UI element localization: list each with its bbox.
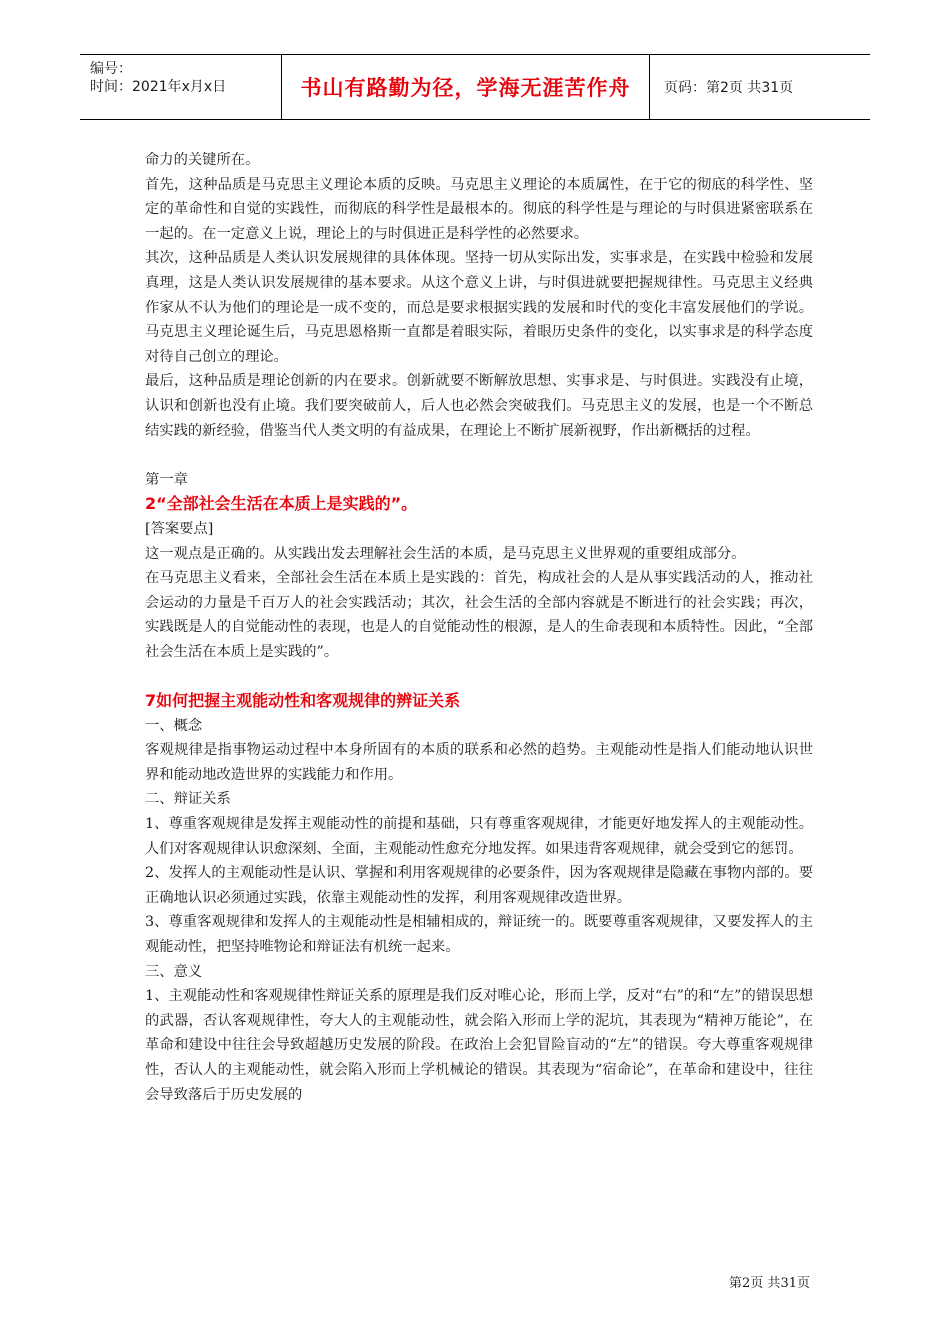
paragraph: 最后，这种品质是理论创新的内在要求。创新就要不断解放思想、实事求是、与时俱进。实践没有止境，认识和创新也没有止境。我们要突破前人，后人也必然会突破我们。马克思主义的发展，也是一个不断总结实践的新经验，借鉴当代人类文明的有益成果，在理论上不断扩展新视野，作出新概括的过程。 — [145, 373, 813, 439]
paragraph: 客观规律是指事物运动过程中本身所固有的本质的联系和必然的趋势。主观能动性是指人们能动地认识世界和能动地改造世界的实践能力和作用。 — [145, 742, 813, 783]
paragraph: 1、尊重客观规律是发挥主观能动性的前提和基础，只有尊重客观规律，才能更好地发挥人的主观能动性。人们对客观规律认识愈深刻、全面，主观能动性愈充分地发挥。如果违背客观规律，就会受到它的惩罚。 — [145, 816, 813, 857]
header-page-info: 页码：第2页 共31页 — [664, 80, 794, 96]
page-footer: 第2页 共31页 — [729, 1276, 810, 1291]
question-heading: 2“全部社会生活在本质上是实践的”。 — [145, 494, 418, 514]
paragraph: 命力的关键所在。 — [145, 152, 260, 168]
paragraph: 这一观点是正确的。从实践出发去理解社会生活的本质，是马克思主义世界观的重要组成部分。 — [145, 545, 746, 562]
time-label: 时间：2021年x月x日 — [90, 79, 227, 95]
header-meta — [80, 55, 282, 119]
paragraph: 1、主观能动性和客观规律性辩证关系的原理是我们反对唯心论，形而上学，反对“右”的和“左”的错误思想的武器，否认客观规律性，夸大人的主观能动性，就会陷入形而上学的泥坑，其表现为“精神万能论”，在革命和建设中往往会导致超越历史发展的阶段。在政治上会犯冒险盲动的“左”的错误。夸大尊重客观规律性，否认人的主观能动性，就会陷入形而上学机械论的错误。其表现为“宿命论”，在革命和建设中，往往会导致落后于历史发展的 — [145, 988, 813, 1103]
spacer — [145, 664, 813, 689]
paragraph: 2、发挥人的主观能动性是认识、掌握和利用客观规律的必要条件，因为客观规律是隐藏在事物内部的。要正确地认识必须通过实践，依靠主观能动性的发挥，利用客观规律改造世界。 — [145, 865, 813, 906]
section-label: 三、意义 — [145, 963, 203, 980]
section-label: 二、辩证关系 — [145, 791, 231, 808]
page-header — [80, 54, 870, 120]
question-heading: 7如何把握主观能动性和客观规律的辨证关系 — [145, 691, 461, 711]
paragraph: 其次，这种品质是人类认识发展规律的具体体现。坚持一切从实际出发，实事求是，在实践中检验和发展真理，这是人类认识发展规律的基本要求。从这个意义上讲，与时俱进就要把握规律性。马克思主义经典作家从不认为他们的理论是一成不变的，而总是要求根据实践的发展和时代的变化丰富发展他们的学说。马克思主义理论诞生后，马克思恩格斯一直都是着眼实际，着眼历史条件的变化，以实事求是的科学态度对待自己创立的理论。 — [145, 250, 813, 365]
paragraph: 3、尊重客观规律和发挥人的主观能动性是相辅相成的，辩证统一的。既要尊重客观规律，又要发挥人的主观能动性，把坚持唯物论和辩证法有机统一起来。 — [145, 914, 813, 955]
document-body — [145, 148, 813, 1107]
header-motto: 书山有路勤为径，学海无涯苦作舟 — [282, 55, 650, 119]
section-label: 一、概念 — [145, 717, 203, 734]
spacer — [145, 443, 813, 468]
chapter-label: 第一章 — [145, 471, 188, 488]
serial-label: 编号： — [90, 61, 132, 77]
paragraph: 在马克思主义看来，全部社会生活在本质上是实践的：首先，构成社会的人是从事实践活动的人，推动社会运动的力量是千百万人的社会实践活动；其次，社会生活的全部内容就是不断进行的社会实践；再次，实践既是人的自觉能动性的表现，也是人的自觉能动性的根源，是人的生命表现和本质特性。因此，“全部社会生活在本质上是实践的”。 — [145, 570, 813, 660]
answer-label: [答案要点] — [145, 520, 214, 537]
paragraph: 首先，这种品质是马克思主义理论本质的反映。马克思主义理论的本质属性，在于它的彻底的科学性、坚定的革命性和自觉的实践性，而彻底的科学性是最根本的。彻底的科学性是与理论的与时俱进紧密联系在一起的。在一定意义上说，理论上的与时俱进正是科学性的必然要求。 — [145, 176, 813, 242]
